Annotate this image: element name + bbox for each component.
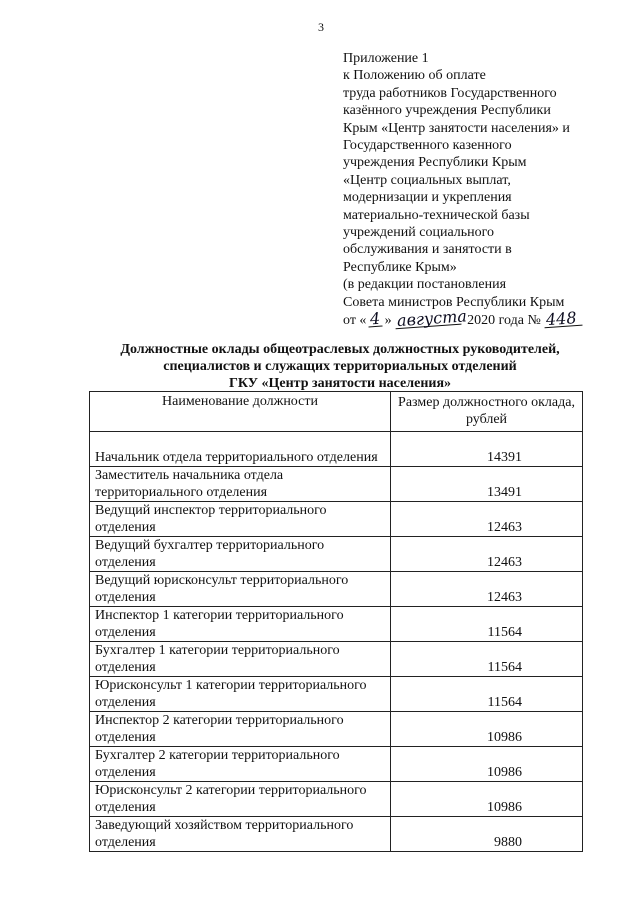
position-name: Заведующий хозяйством территориального отделения (90, 817, 391, 852)
handwritten-day: 4 (369, 308, 382, 329)
table-header-row (90, 392, 583, 432)
position-name: Ведущий юрисконсульт территориального отделения (90, 572, 391, 607)
appendix-line: Совета министров Республики Крым (343, 294, 565, 310)
salary-amount: 11564 (391, 642, 583, 677)
page-number: 3 (318, 20, 324, 34)
date-year: 2020 года № (467, 313, 541, 329)
salary-amount: 9880 (391, 817, 583, 852)
position-name: Инспектор 1 категории территориального отделения (90, 607, 391, 642)
table-row (90, 782, 583, 817)
salary-amount: 13491 (391, 467, 583, 502)
table-row (90, 817, 583, 852)
appendix-line: учреждений социального (343, 225, 495, 241)
appendix-line: «Центр социальных выплат, (343, 172, 511, 188)
table-row (90, 677, 583, 712)
resolution-date-line (343, 306, 633, 331)
document-title (60, 341, 620, 392)
handwritten-month: августа (396, 306, 468, 331)
table-row (90, 572, 583, 607)
header-salary-amount: Размер должностного оклада, рублей (391, 392, 583, 432)
table-row (90, 607, 583, 642)
appendix-header (343, 50, 633, 330)
appendix-line: (в редакции постановления (343, 277, 507, 293)
table-row (90, 432, 583, 467)
salary-amount: 11564 (391, 607, 583, 642)
title-line: специалистов и служащих территориальных отделений (163, 359, 517, 374)
table-row (90, 747, 583, 782)
position-name: Ведущий инспектор территориального отделения (90, 502, 391, 537)
position-name: Начальник отдела территориального отделения (90, 432, 391, 467)
appendix-line: Государственного казенного (343, 138, 512, 154)
appendix-line: Республике Крым» (343, 259, 457, 275)
appendix-line: обслуживания и занятости в (343, 242, 512, 258)
salary-amount: 12463 (391, 537, 583, 572)
appendix-line: Приложение 1 (343, 51, 429, 66)
date-prefix: от « (343, 313, 367, 329)
table-row (90, 467, 583, 502)
salary-amount: 10986 (391, 782, 583, 817)
salary-amount: 10986 (391, 747, 583, 782)
appendix-line: труда работников Государственного (343, 85, 557, 101)
salary-amount: 11564 (391, 677, 583, 712)
position-name: Юрисконсульт 2 категории территориального отделения (90, 782, 391, 817)
position-name: Юрисконсульт 1 категории территориального отделения (90, 677, 391, 712)
position-name: Бухгалтер 2 категории территориального отделения (90, 747, 391, 782)
table-row (90, 712, 583, 747)
salary-amount: 10986 (391, 712, 583, 747)
salary-amount: 12463 (391, 502, 583, 537)
appendix-line: материально-технической базы (343, 207, 530, 223)
position-name: Бухгалтер 1 категории территориального отделения (90, 642, 391, 677)
position-name: Ведущий бухгалтер территориального отделения (90, 537, 391, 572)
appendix-line: Крым «Центр занятости населения» и (343, 120, 570, 136)
salary-amount: 12463 (391, 572, 583, 607)
position-name: Инспектор 2 категории территориального отделения (90, 712, 391, 747)
appendix-line: учреждения Республики Крым (343, 155, 527, 171)
position-name: Заместитель начальника отдела территориального отделения (90, 467, 391, 502)
table-row (90, 502, 583, 537)
title-line: Должностные оклады общеотраслевых должностных руководителей, (120, 342, 560, 357)
salary-amount: 14391 (391, 432, 583, 467)
appendix-line: к Положению об оплате (343, 68, 486, 84)
handwritten-doc-number: 448 (543, 310, 582, 329)
table-row (90, 537, 583, 572)
appendix-line: модернизации и укрепления (343, 190, 512, 206)
salary-table (89, 391, 583, 852)
title-line: ГКУ «Центр занятости населения» (228, 376, 452, 391)
appendix-line: казённого учреждения Республики (343, 103, 551, 119)
date-mid: » (384, 313, 392, 329)
table-row (90, 642, 583, 677)
header-position-name: Наименование должности (90, 392, 391, 432)
